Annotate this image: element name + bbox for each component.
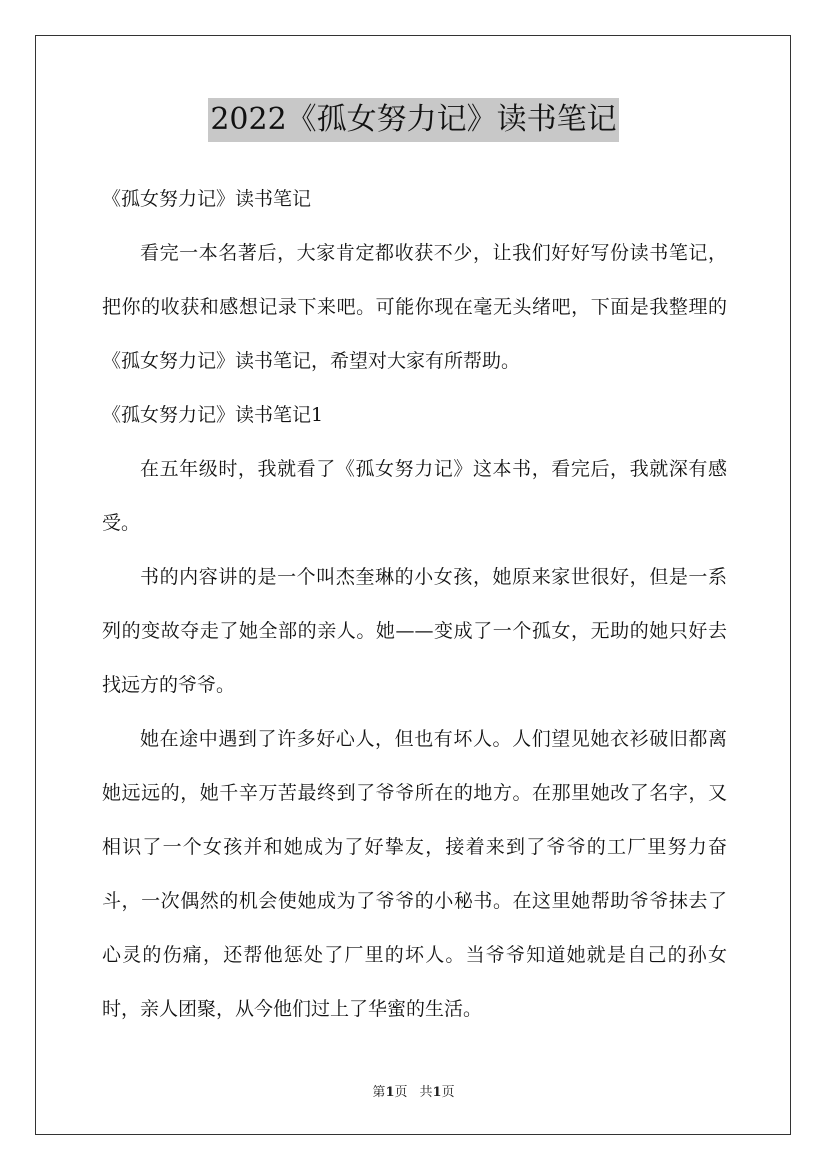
paragraph: 看完一本名著后，大家肯定都收获不少，让我们好好写份读书笔记，把你的收获和感想记录下来吧。可能你现在毫无头绪吧，下面是我整理的《孤女努力记》读书笔记，希望对大家有所帮助。 [102, 242, 727, 372]
document-body [102, 172, 727, 1036]
total-label-suffix: 页 [441, 1085, 455, 1100]
section-heading: 《孤女努力记》读书笔记1 [102, 404, 324, 426]
title-container [0, 98, 827, 142]
current-page-number: 1 [385, 1085, 395, 1100]
paragraph: 书的内容讲的是一个叫杰奎琳的小女孩，她原来家世很好，但是一系列的变故夺走了她全部的亲人。她——变成了一个孤女，无助的她只好去找远方的爷爷。 [102, 566, 727, 696]
page-label-prefix: 第 [372, 1085, 386, 1100]
paragraph: 在五年级时，我就看了《孤女努力记》这本书，看完后，我就深有感受。 [102, 458, 727, 534]
document-title: 2022《孤女努力记》读书笔记 [208, 98, 618, 142]
paragraph: 她在途中遇到了许多好心人，但也有坏人。人们望见她衣衫破旧都离她远远的，她千辛万苦最终到了爷爷所在的地方。在那里她改了名字，又相识了一个女孩并和她成为了好挚友，接着来到了爷爷的工厂里努力奋斗，一次偶然的机会使她成为了爷爷的小秘书。在这里她帮助爷爷抹去了心灵的伤痛，还帮他惩处了厂里的坏人。当爷爷知道她就是自己的孙女时，亲人团聚，从今他们过上了华蜜的生活。 [102, 728, 727, 1020]
page-footer [0, 1084, 827, 1102]
section-heading: 《孤女努力记》读书笔记 [102, 188, 312, 210]
total-page-number: 1 [432, 1085, 442, 1100]
page-label-suffix: 页 [394, 1085, 408, 1100]
total-label-prefix: 共 [419, 1085, 433, 1100]
